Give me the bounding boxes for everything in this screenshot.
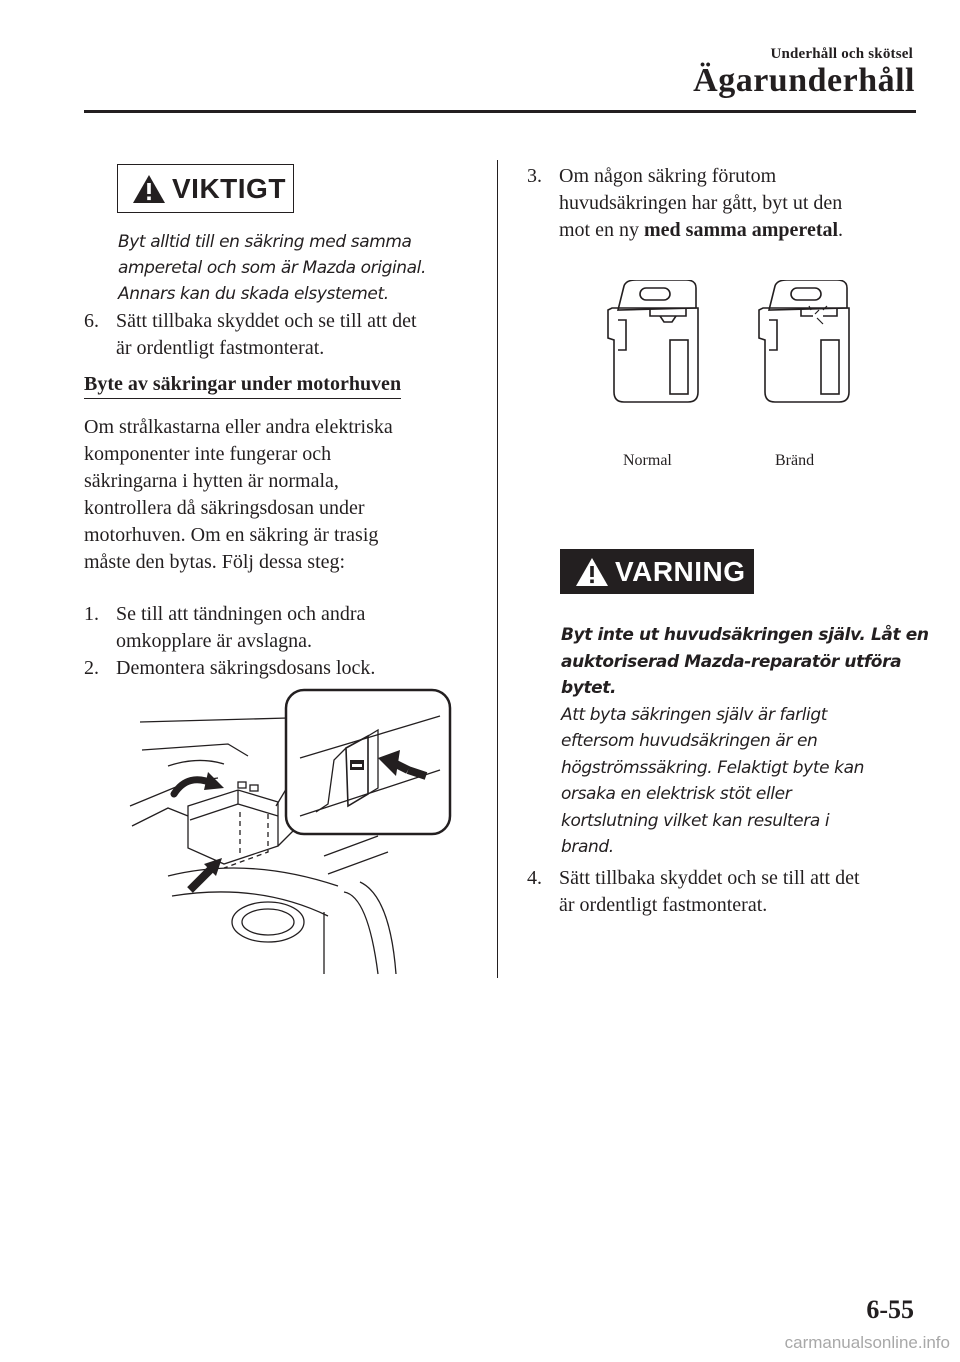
varning-bold-line: Byt inte ut huvudsäkringen själv. Låt en bbox=[561, 625, 929, 645]
section-label: Underhåll och skötsel bbox=[770, 46, 913, 62]
intro-line: Om strålkastarna eller andra elektriska bbox=[84, 416, 393, 438]
step-line: omkopplare är avslagna. bbox=[116, 630, 313, 652]
burnt-fuse-illustration bbox=[757, 280, 857, 405]
intro-line: kontrollera då säkringsdosan under bbox=[84, 497, 365, 519]
step-line: Sätt tillbaka skyddet och se till att det bbox=[559, 867, 860, 889]
step-line: Om någon säkring förutom bbox=[559, 165, 777, 187]
step-line-prefix: mot en ny bbox=[559, 219, 644, 241]
fuse-box-cover-illustration bbox=[128, 686, 453, 976]
step-2 bbox=[84, 655, 484, 682]
step-6 bbox=[84, 308, 484, 362]
viktigt-line: Annars kan du skada elsystemet. bbox=[118, 284, 389, 304]
intro-paragraph bbox=[84, 414, 484, 576]
step-3 bbox=[527, 163, 927, 244]
chapter-title: Ägarunderhåll bbox=[693, 62, 915, 99]
intro-line: måste den bytas. Följ dessa steg: bbox=[84, 551, 346, 573]
varning-notice-box bbox=[560, 549, 754, 594]
warning-triangle-icon bbox=[575, 557, 609, 587]
step-line-bold: med samma amperetal bbox=[644, 219, 839, 241]
varning-line: kortslutning vilket kan resultera i bbox=[561, 810, 830, 831]
varning-bold-line: bytet. bbox=[561, 678, 617, 698]
varning-text bbox=[561, 622, 929, 861]
step-line-suffix: . bbox=[838, 219, 844, 241]
step-line: huvudsäkringen har gått, byt ut den bbox=[559, 192, 843, 214]
watermark-text: carmanualsonline.info bbox=[784, 1333, 950, 1352]
varning-line: orsaka en elektrisk stöt eller bbox=[561, 784, 792, 804]
normal-fuse-illustration bbox=[606, 280, 706, 405]
warning-triangle-icon bbox=[132, 174, 166, 204]
intro-line: motorhuven. Om en säkring är trasig bbox=[84, 524, 379, 546]
step-number: 6. bbox=[84, 310, 99, 332]
step-number: 2. bbox=[84, 657, 99, 679]
column-divider bbox=[497, 160, 498, 978]
step-line: är ordentligt fastmonterat. bbox=[116, 337, 325, 359]
step-line: Sätt tillbaka skyddet och se till att det bbox=[116, 310, 417, 332]
viktigt-text bbox=[118, 229, 426, 307]
section-subheading: Byte av säkringar under motorhuven bbox=[84, 373, 401, 399]
intro-line: komponenter inte fungerar och bbox=[84, 443, 332, 465]
page-number: 6-55 bbox=[866, 1295, 914, 1324]
normal-fuse-caption: Normal bbox=[623, 452, 672, 469]
viktigt-line: amperetal och som är Mazda original. bbox=[118, 258, 427, 278]
step-4 bbox=[527, 865, 937, 919]
varning-bold-line: auktoriserad Mazda-reparatör utföra bbox=[561, 651, 902, 672]
header-rule bbox=[84, 110, 916, 113]
viktigt-notice-box bbox=[117, 164, 294, 213]
step-line: Demontera säkringsdosans lock. bbox=[116, 657, 376, 679]
varning-line: högströmssäkring. Felaktigt byte kan bbox=[561, 757, 864, 778]
step-line-amperage bbox=[527, 217, 927, 244]
step-number: 1. bbox=[84, 603, 99, 625]
varning-label: VARNING bbox=[615, 555, 746, 587]
intro-line: säkringarna i hytten är normala, bbox=[84, 470, 339, 492]
viktigt-line: Byt alltid till en säkring med samma bbox=[118, 232, 412, 252]
viktigt-label: VIKTIGT bbox=[172, 172, 286, 204]
step-line: Se till att tändningen och andra bbox=[116, 603, 366, 625]
varning-line: eftersom huvudsäkringen är en bbox=[561, 731, 818, 751]
step-number: 3. bbox=[527, 165, 542, 187]
step-line: är ordentligt fastmonterat. bbox=[559, 894, 768, 916]
burnt-fuse-caption: Bränd bbox=[775, 452, 815, 469]
varning-line: Att byta säkringen själv är farligt bbox=[561, 704, 828, 725]
step-number: 4. bbox=[527, 867, 542, 889]
step-1 bbox=[84, 601, 484, 655]
varning-line: brand. bbox=[561, 837, 614, 857]
